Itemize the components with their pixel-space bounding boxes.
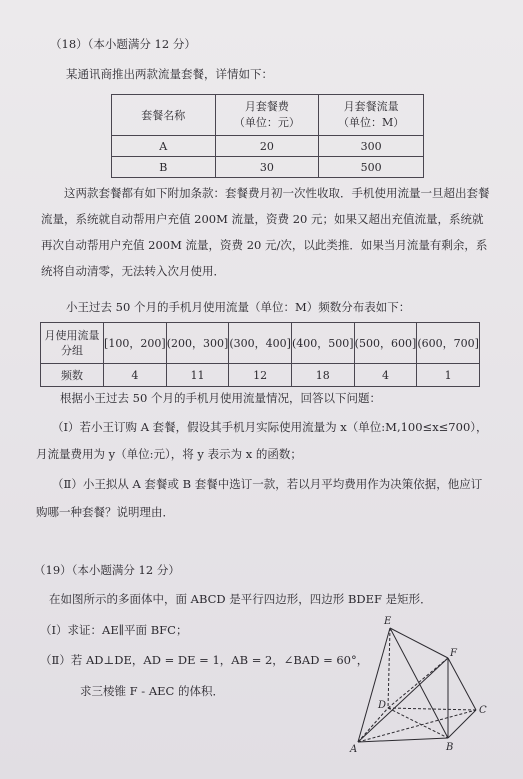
table-cell: B xyxy=(112,157,216,178)
edge-DF xyxy=(388,658,448,708)
package-table-header-name: 套餐名称 xyxy=(112,95,216,136)
edge-EF xyxy=(390,628,448,658)
freq-value: 4 xyxy=(354,364,417,387)
label-A: A xyxy=(350,744,358,755)
freq-group: (400，500] xyxy=(291,323,354,364)
q18-rules: 这两款套餐都有如下附加条款：套餐费月初一次性收取．手机使用流量一旦超出套餐流量，系统就自动帮用户充值 200M 流量，资费 20 元；如果又超出充值流量，系统就再次自动帮用户充值 200M 流量，资费 20 元/次，以此类推．如果当月流量有剩余，系统将自动清零，无法转入次月使用． xyxy=(41,186,490,278)
freq-value: 1 xyxy=(417,364,480,387)
freq-value: 18 xyxy=(291,364,354,387)
q18-prompt: 根据小王过去 50 个月的手机月使用流量情况，回答以下问题： xyxy=(60,391,381,405)
freq-value: 4 xyxy=(104,364,167,387)
label-C: C xyxy=(479,705,487,716)
q18-header: （18）（本小题满分 12 分） xyxy=(50,37,196,51)
q18-part2-line1: （Ⅱ）小王拟从 A 套餐或 B 套餐中选订一款，若以月平均费用作为决策依据，他应订 xyxy=(52,477,483,491)
package-table-header-data xyxy=(319,95,424,136)
frequency-table xyxy=(40,322,480,387)
freq-row-header-2: 频数 xyxy=(41,364,104,387)
freq-group: (200，300] xyxy=(166,323,229,364)
edge-FC xyxy=(448,658,476,710)
label-F: F xyxy=(450,648,457,659)
q18-part1-line1: （Ⅰ）若小王订购 A 套餐，假设其手机月实际使用流量为 x（单位:M,100≤x≤700）， xyxy=(52,420,488,434)
table-cell: 30 xyxy=(215,157,319,178)
freq-value: 12 xyxy=(229,364,292,387)
freq-value: 11 xyxy=(166,364,229,387)
table-cell: 500 xyxy=(319,157,424,178)
package-table xyxy=(111,94,424,178)
q18-intro: 某通讯商推出两款流量套餐，详情如下： xyxy=(66,67,273,81)
q18-part2-line2: 购哪一种套餐？说明理由． xyxy=(36,505,174,519)
table-cell: 20 xyxy=(215,136,319,157)
freq-group: [100，200] xyxy=(104,323,167,364)
q19-header: （19）（本小题满分 12 分） xyxy=(34,563,180,577)
polyhedron-figure xyxy=(340,610,500,760)
edge-EA xyxy=(358,628,390,742)
edge-EB xyxy=(390,628,448,738)
package-table-header-fee xyxy=(215,95,319,136)
header-data-text: 月套餐流量 （单位：M） xyxy=(338,100,405,129)
freq-group: (500，600] xyxy=(354,323,417,364)
freq-group: (600，700] xyxy=(417,323,480,364)
q19-intro: 在如图所示的多面体中，面 ABCD 是平行四边形，四边形 BDEF 是矩形． xyxy=(49,592,432,606)
freq-row-header: 月使用流量分组 xyxy=(41,323,104,364)
q19-part2: （Ⅱ）若 AD⊥DE，AD = DE = 1，AB = 2，∠BAD = 60°， xyxy=(40,653,369,667)
q18-table2-intro: 小王过去 50 个月的手机月使用流量（单位：M）频数分布表如下： xyxy=(66,300,411,314)
label-D: D xyxy=(378,700,387,711)
label-B: B xyxy=(446,742,454,753)
table-cell: 300 xyxy=(319,136,424,157)
label-E: E xyxy=(384,616,392,627)
header-fee-text: 月套餐费 （单位：元） xyxy=(233,100,300,129)
edge-ED xyxy=(388,628,390,708)
q19-part1: （Ⅰ）求证：AE∥平面 BFC； xyxy=(40,623,188,637)
freq-group: (300，400] xyxy=(229,323,292,364)
q19-part2-line2: 求三棱锥 F - AEC 的体积． xyxy=(80,684,224,698)
edge-DB xyxy=(388,708,448,738)
table-cell: A xyxy=(112,136,216,157)
q18-part1-line2: 月流量费用为 y（单位:元），将 y 表示为 x 的函数； xyxy=(36,447,302,461)
edge-AB xyxy=(358,738,448,742)
